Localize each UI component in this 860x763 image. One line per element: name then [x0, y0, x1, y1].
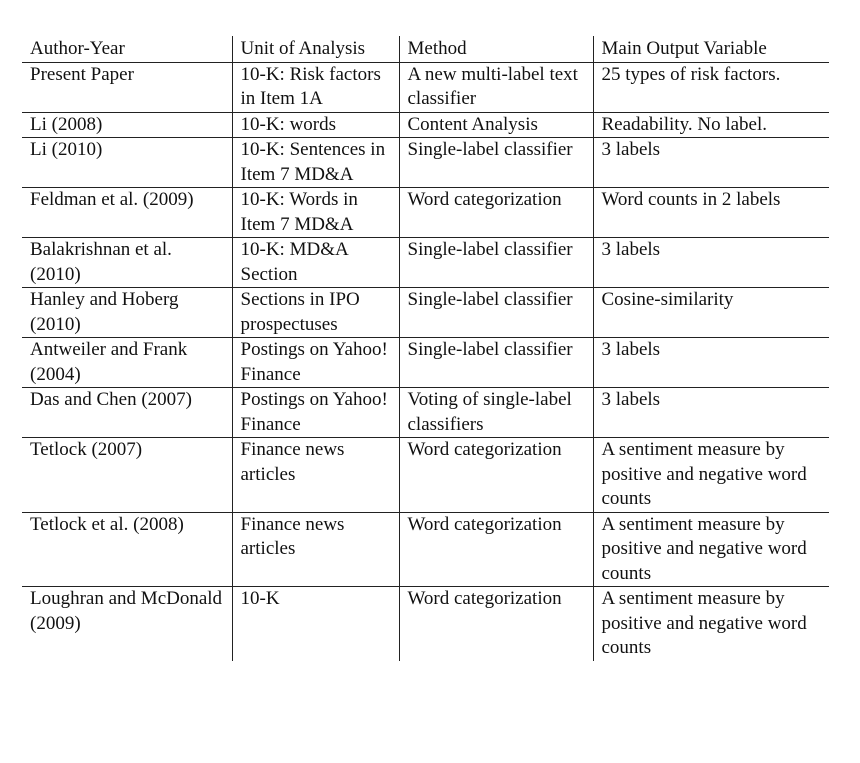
- cell-method: Word categorization: [399, 512, 593, 587]
- literature-comparison-table: [22, 36, 829, 661]
- cell-method: Voting of single-label classifiers: [399, 388, 593, 438]
- header-method: Method: [399, 36, 593, 62]
- cell-main-output-variable: 3 labels: [593, 338, 829, 388]
- cell-method: Word categorization: [399, 438, 593, 513]
- cell-main-output-variable: A sentiment measure by positive and negative word counts: [593, 587, 829, 661]
- cell-method: Word categorization: [399, 587, 593, 661]
- cell-method: Content Analysis: [399, 112, 593, 138]
- table-row: [22, 138, 829, 188]
- table-row: [22, 288, 829, 338]
- cell-method: Word categorization: [399, 188, 593, 238]
- cell-method: Single-label classifier: [399, 238, 593, 288]
- cell-author-year: Antweiler and Frank (2004): [22, 338, 232, 388]
- table-row: [22, 62, 829, 112]
- cell-author-year: Present Paper: [22, 62, 232, 112]
- cell-main-output-variable: Word counts in 2 labels: [593, 188, 829, 238]
- cell-unit-of-analysis: Sections in IPO prospectuses: [232, 288, 399, 338]
- cell-unit-of-analysis: Postings on Yahoo! Finance: [232, 338, 399, 388]
- cell-author-year: Balakrishnan et al. (2010): [22, 238, 232, 288]
- table-row: [22, 388, 829, 438]
- cell-unit-of-analysis: Postings on Yahoo! Finance: [232, 388, 399, 438]
- cell-author-year: Hanley and Hoberg (2010): [22, 288, 232, 338]
- table-header: [22, 36, 829, 62]
- cell-unit-of-analysis: 10-K: MD&A Section: [232, 238, 399, 288]
- cell-author-year: Das and Chen (2007): [22, 388, 232, 438]
- cell-main-output-variable: Readability. No label.: [593, 112, 829, 138]
- cell-unit-of-analysis: 10-K: Sentences in Item 7 MD&A: [232, 138, 399, 188]
- cell-unit-of-analysis: Finance news articles: [232, 438, 399, 513]
- cell-main-output-variable: A sentiment measure by positive and negative word counts: [593, 438, 829, 513]
- cell-method: Single-label classifier: [399, 138, 593, 188]
- cell-main-output-variable: 3 labels: [593, 138, 829, 188]
- cell-author-year: Loughran and McDonald (2009): [30, 588, 223, 634]
- cell-author-year: Li (2008): [22, 112, 232, 138]
- header-row: [22, 36, 829, 62]
- cell-unit-of-analysis: 10-K: words: [232, 112, 399, 138]
- header-unit-of-analysis: Unit of Analysis: [232, 36, 399, 62]
- table-row: [22, 112, 829, 138]
- table-row: [22, 512, 829, 587]
- table-row: [22, 338, 829, 388]
- cell-main-output-variable: A sentiment measure by positive and negative word counts: [593, 512, 829, 587]
- cell-author-year: Tetlock (2007): [22, 438, 232, 513]
- table-row: [22, 438, 829, 513]
- cell-unit-of-analysis: 10-K: [232, 587, 399, 661]
- cell-method: A new multi-label text classifier: [399, 62, 593, 112]
- table-row: [22, 188, 829, 238]
- cell-main-output-variable: Cosine-similarity: [593, 288, 829, 338]
- table-body: [22, 62, 829, 661]
- cell-author-year: Tetlock et al. (2008): [22, 512, 232, 587]
- header-author-year: Author-Year: [22, 36, 232, 62]
- cell-main-output-variable: 3 labels: [593, 388, 829, 438]
- cell-main-output-variable: 3 labels: [593, 238, 829, 288]
- header-main-output-variable: Main Output Variable: [593, 36, 829, 62]
- table-row: [22, 238, 829, 288]
- cell-method: Single-label classifier: [399, 288, 593, 338]
- cell-unit-of-analysis: 10-K: Risk factors in Item 1A: [232, 62, 399, 112]
- cell-author-year: Li (2010): [22, 138, 232, 188]
- cell-main-output-variable: 25 types of risk factors.: [593, 62, 829, 112]
- cell-author-year: Feldman et al. (2009): [22, 188, 232, 238]
- cell-method: Single-label classifier: [399, 338, 593, 388]
- cell-unit-of-analysis: Finance news articles: [232, 512, 399, 587]
- cell-unit-of-analysis: 10-K: Words in Item 7 MD&A: [232, 188, 399, 238]
- table-row: [22, 587, 829, 661]
